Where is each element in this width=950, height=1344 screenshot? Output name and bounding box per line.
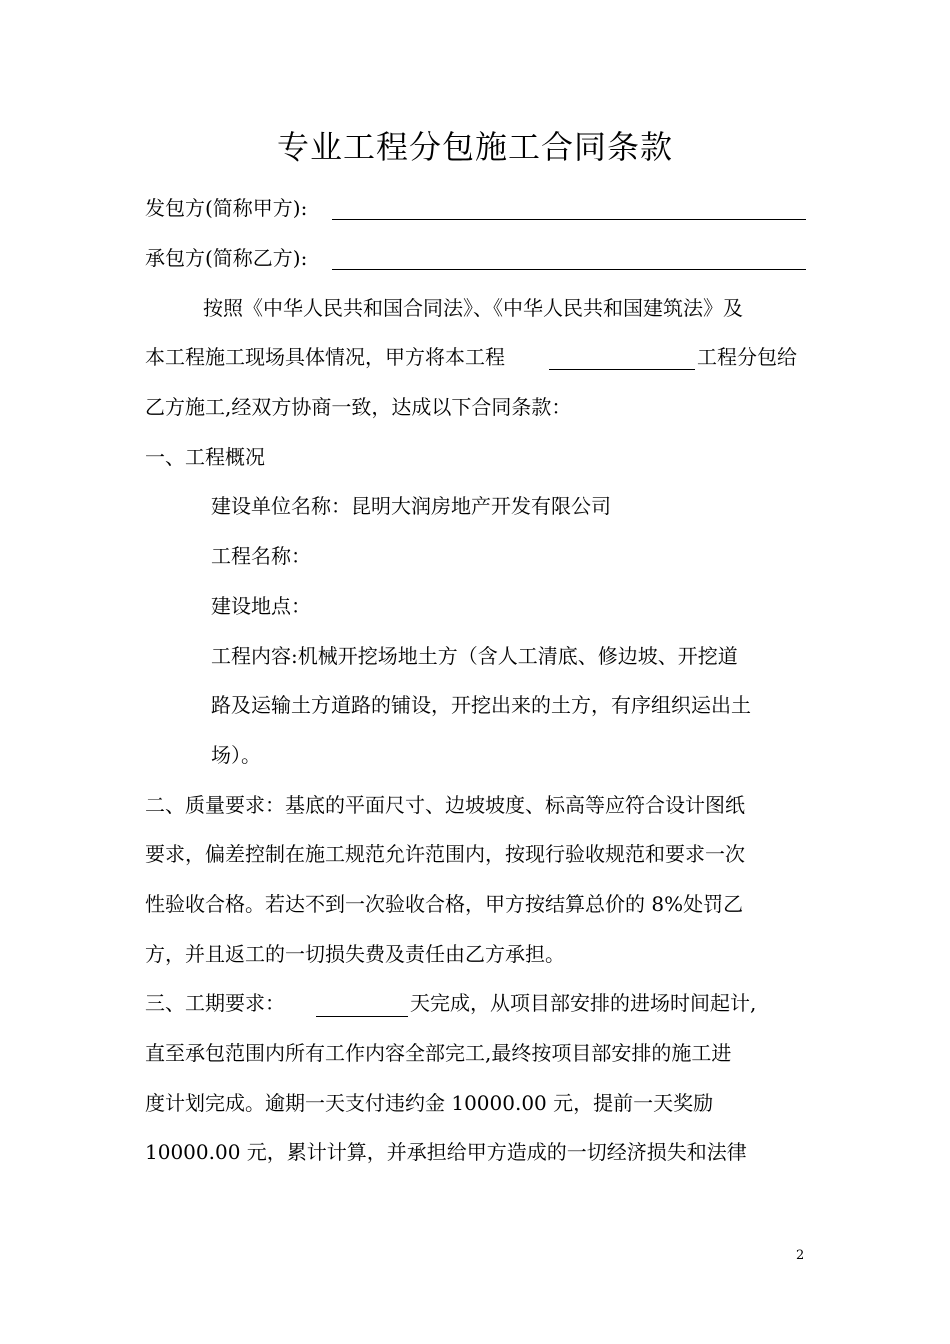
construction-site: 建设地点：	[211, 594, 311, 618]
section-1-heading: 一、工程概况	[145, 445, 265, 469]
section-3-heading: 三、工期要求：	[145, 991, 285, 1015]
section-3-line-2: 直至承包范围内所有工作内容全部完工,最终按项目部安排的施工进	[145, 1041, 732, 1065]
builder-name: 建设单位名称：昆明大润房地产开发有限公司	[211, 494, 611, 518]
section-2-line-2: 要求，偏差控制在施工规范允许范围内，按现行验收规范和要求一次	[145, 842, 745, 866]
section-3-line-3: 度计划完成。逾期一天支付违约金 10000.00 元，提前一天奖励	[145, 1091, 714, 1115]
party-b-blank[interactable]	[332, 269, 806, 270]
project-name: 工程名称：	[211, 544, 311, 568]
work-content-line-2: 路及运输土方道路的铺设，开挖出来的土方，有序组织运出土	[211, 693, 751, 717]
duration-blank[interactable]	[316, 1016, 408, 1017]
section-3-line-1: 天完成，从项目部安排的进场时间起计,	[410, 991, 757, 1015]
section-2-line-3: 性验收合格。若达不到一次验收合格，甲方按结算总价的 8%处罚乙	[145, 892, 744, 916]
party-a-blank[interactable]	[332, 219, 806, 220]
preamble-line-3: 乙方施工,经双方协商一致，达成以下合同条款：	[145, 395, 572, 419]
section-2-line-4: 方，并且返工的一切损失费及责任由乙方承担。	[145, 942, 565, 966]
work-content-line-3: 场）。	[211, 743, 261, 767]
project-name-blank[interactable]	[549, 369, 695, 370]
page-number: 2	[796, 1248, 805, 1263]
preamble-line-2: 本工程施工现场具体情况，甲方将本工程	[145, 345, 505, 369]
section-2-line-1: 二、质量要求：基底的平面尺寸、边坡坡度、标高等应符合设计图纸	[145, 793, 745, 817]
preamble-line-2-end: 工程分包给	[697, 345, 797, 369]
party-a-label: 发包方(简称甲方):	[145, 196, 308, 220]
document-title: 专业工程分包施工合同条款	[276, 128, 673, 166]
section-3-line-4: 10000.00 元，累计计算，并承担给甲方造成的一切经济损失和法律	[145, 1140, 747, 1164]
party-b-label: 承包方(简称乙方):	[145, 246, 308, 270]
preamble-line-1: 按照《中华人民共和国合同法》、《中华人民共和国建筑法》及	[203, 296, 743, 320]
work-content-line-1: 工程内容:机械开挖场地土方（含人工清底、修边坡、开挖道	[211, 644, 738, 668]
